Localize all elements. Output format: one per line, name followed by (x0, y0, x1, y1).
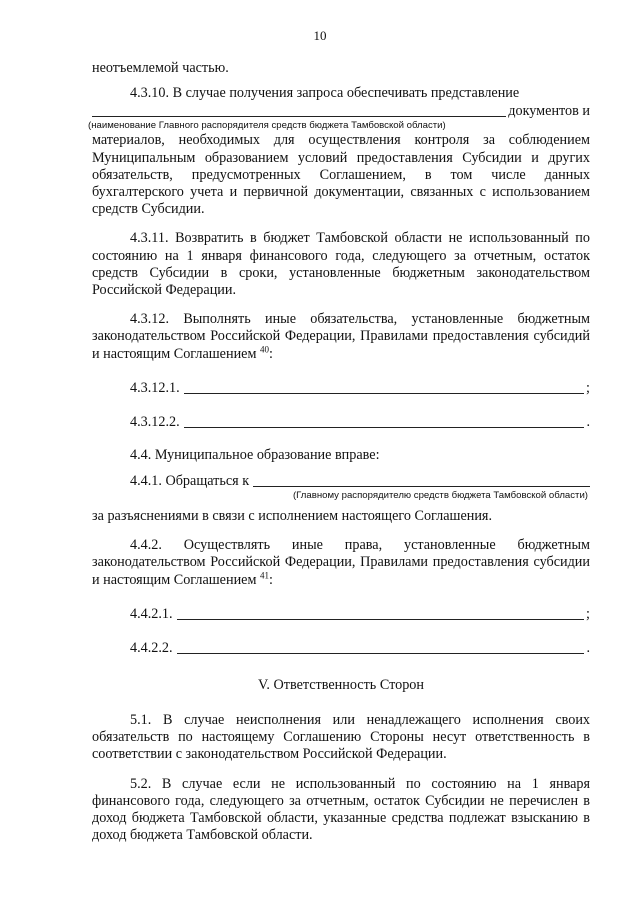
intro-paragraph: неотъемлемой частью. (92, 60, 229, 76)
blank-line (253, 472, 590, 487)
clause-4-3-10-blank-row (92, 102, 590, 120)
page-number: 10 (313, 28, 327, 43)
clause-5-1: 5.1. В случае неисполнения или ненадлежащего исполнения своих обязательств по настоящему Соглашению Стороны несут ответственность в соответствии с законодательством Российской Федерации. (92, 712, 590, 763)
blank-line (177, 605, 584, 620)
field-caption: (Главному распорядителю средств бюджета Тамбовской области) (292, 490, 588, 502)
clause-4-3-12-2 (92, 413, 590, 431)
clause-4-4-2-text: 4.4.2. Осуществлять иные права, установленные бюджетным законодательством Российской Федерации, Правилами предоставления субсидии и настоящим Соглашением (92, 537, 590, 588)
field-caption: (наименование Главного распорядителя средств бюджета Тамбовской области) (88, 120, 446, 132)
clause-4-4: 4.4. Муниципальное образование вправе: (130, 446, 380, 463)
clause-4-4-2-1 (92, 605, 590, 623)
footnote-marker: 40 (260, 343, 269, 354)
clause-4-4-2 (92, 537, 590, 589)
item-end: . (586, 639, 590, 656)
footnote-marker: 41 (260, 569, 269, 580)
clause-end-colon: : (269, 345, 273, 362)
document-body (88, 60, 590, 844)
item-label: 4.3.12.2. (130, 413, 180, 430)
item-label: 4.3.12.1. (130, 379, 180, 396)
clause-4-3-10-rest: материалов, необходимых для осуществления контроля за соблюдением Муниципальным образованием условий предоставления Субсидии и других обязательств, предусмотренных Соглашением, в том числе данных бухгалтерского учета и первичной документации, связанных с использованием средств Субсидии. (92, 132, 590, 218)
item-label: 4.4.2.1. (130, 605, 173, 622)
clause-4-4-1-rest: за разъяснениями в связи с исполнением настоящего Соглашения. (92, 508, 492, 525)
clause-4-3-12 (92, 311, 590, 363)
item-end: . (586, 413, 590, 430)
blank-line (184, 379, 584, 394)
blank-line (92, 102, 506, 117)
clause-4-3-12-text: 4.3.12. Выполнять иные обязательства, установленные бюджетным законодательством Российской Федерации, Правилами предоставления субсидий и настоящим Соглашением (92, 311, 590, 362)
item-end: ; (586, 379, 590, 396)
clause-4-3-11: 4.3.11. Возвратить в бюджет Тамбовской области не использованный по состоянию на 1 января финансового года, следующего за отчетным, остаток средств Субсидии в сроки, установленные бюджетным законодательством Российской Федерации. (92, 230, 590, 299)
clause-4-3-12-1 (92, 379, 590, 397)
clause-4-3-10-tail: документов и (508, 103, 590, 120)
clause-4-4-2-2 (92, 639, 590, 657)
section-5-heading: V. Ответственность Сторон (258, 676, 424, 693)
clause-4-3-10-first-line: 4.3.10. В случае получения запроса обеспечивать представление (130, 85, 520, 102)
clause-5-2: 5.2. В случае если не использованный по состоянию на 1 января финансового года, следующего за отчетным, остаток Субсидии не перечислен в доход бюджета Тамбовской области, указанные средства подлежат взысканию в доход бюджета Тамбовской области. (92, 775, 590, 844)
blank-line (177, 639, 585, 654)
clause-4-4-1-row (92, 472, 590, 490)
item-end: ; (586, 605, 590, 622)
clause-4-4-1-label: 4.4.1. Обращаться к (130, 472, 250, 489)
blank-line (184, 413, 585, 428)
clause-end-colon: : (269, 571, 273, 588)
item-label: 4.4.2.2. (130, 639, 173, 656)
